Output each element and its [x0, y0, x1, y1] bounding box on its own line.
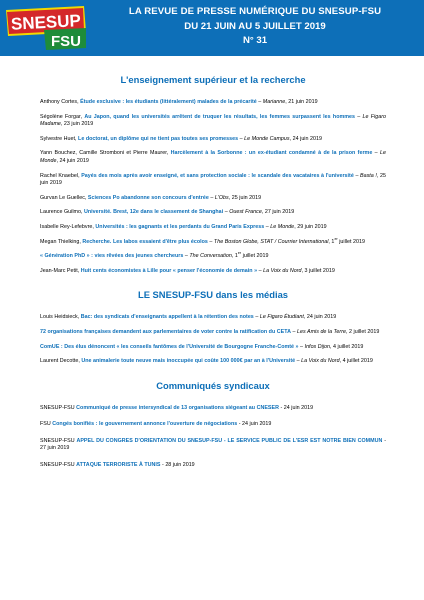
article-link[interactable]: Recherche. Les labos essaient d'être plus écolos — [82, 238, 208, 245]
article-author: Megan Thielking, — [40, 238, 83, 245]
article-author: Louis Heidsieck, — [40, 314, 81, 321]
article-date: , 21 juin 2019 — [285, 99, 318, 105]
article-separator: – — [223, 209, 230, 216]
article-date-end: juillet 2019 — [337, 238, 365, 245]
article-source: L'Obs — [214, 194, 229, 201]
communique-entry — [40, 462, 386, 470]
article-link[interactable]: Au Japon, quand les universités arrêtent de truquer les résultats, les femmes surpassent les hommes — [84, 113, 356, 120]
article-date: , 25 juin 2019 — [40, 172, 386, 187]
article-author: Jean-Marc Petit, — [40, 267, 81, 274]
header-dates: DU 21 JUIN AU 5 JUILLET 2019 — [184, 21, 326, 32]
header-text — [88, 6, 422, 47]
content — [40, 74, 386, 479]
article-date: , 23 juin 2019 — [60, 121, 94, 128]
communique-link[interactable]: APPEL DU CONGRES D'ORIENTATION DU SNESUP-FSU - LE SERVICE PUBLIC DE L'ESR EST NOTRE BIEN COMMUN — [76, 437, 383, 444]
article-link[interactable]: Étude exclusive : les étudiants (littéralement) malades de la précarité — [80, 99, 257, 105]
article-entry — [40, 173, 386, 188]
article-separator: – — [257, 267, 264, 274]
article-link[interactable]: Université. Brest, 12e dans le classement de Shanghai — [84, 209, 224, 216]
article-separator: – — [290, 328, 297, 335]
article-source: Marianne — [262, 99, 286, 105]
article-link[interactable]: Huit cents économistes à Lille pour « penser l'économie de demain » — [80, 267, 258, 274]
communique-author: SNESUP-FSU — [40, 404, 77, 411]
article-separator: – — [208, 194, 215, 201]
article-entry — [40, 268, 386, 276]
header-banner — [0, 0, 424, 56]
article-date: , 24 juin 2019 — [303, 314, 337, 321]
article-link[interactable]: Harcèlement à la Sorbonne : un ex-étudiant condamné à de la prison ferme — [170, 150, 373, 157]
article-entry — [40, 314, 386, 322]
article-separator: – — [238, 135, 245, 142]
article-source: The Boston Globe, STAT / Courrier International — [213, 238, 329, 245]
article-link[interactable]: Payés des mois après avoir enseigné, et sans protection sociale : le scandale des vacataires à l'université — [81, 172, 354, 179]
communique-link[interactable]: Congés bonifiés : le gouvernement annonce l'ouverture de négociations — [52, 421, 238, 428]
communique-date: 24 juin 2019 — [283, 404, 314, 411]
communique-separator: - — [237, 421, 243, 428]
article-separator: – — [253, 314, 260, 321]
article-source: Les Amis de la Terre — [297, 328, 347, 335]
section-medias — [40, 289, 386, 365]
article-entry — [40, 114, 386, 129]
article-separator: – — [295, 358, 302, 365]
article-link[interactable]: Une animalerie toute neuve mais inoccupée qui coûte 100 000€ par an à l'Université — [81, 358, 296, 365]
communique-separator: - — [278, 404, 284, 411]
article-date: , 1 — [328, 238, 335, 245]
article-entry — [40, 358, 386, 366]
communique-date: 24 juin 2019 — [242, 421, 272, 428]
article-entry — [40, 329, 386, 337]
article-separator: – — [298, 343, 305, 350]
article-entry — [40, 344, 386, 352]
article-link[interactable]: ComUE : Des élus dénoncent « les conseils fantômes de l'Université de Bourgogne Franche-Comté » — [40, 343, 299, 350]
article-date: , 4 juillet 2019 — [330, 343, 364, 350]
communique-entry — [40, 405, 386, 413]
communique-author: SNESUP-FSU — [40, 437, 77, 444]
communique-entry — [40, 438, 386, 453]
article-link[interactable]: Le doctorat, un diplôme qui ne tient pas toutes ses promesses — [78, 135, 239, 142]
article-entry — [40, 150, 386, 165]
section-enseignement — [40, 74, 386, 275]
section-title: L'enseignement supérieur et la recherche — [120, 74, 306, 85]
article-separator: – — [207, 238, 214, 245]
article-author: Rachel Knaebel, — [40, 172, 82, 179]
article-source: Infos Dijon — [304, 343, 331, 350]
article-link[interactable]: « Génération PhD » : vies rêvées des jeunes chercheurs — [40, 253, 184, 260]
article-entry — [40, 99, 386, 107]
article-date: , 29 juin 2019 — [294, 223, 327, 230]
article-link[interactable]: Sciences Po abandonne son concours d'entrée — [87, 194, 209, 201]
article-date-sup: er — [334, 236, 338, 241]
article-date-sup: er — [237, 251, 242, 256]
article-author: Laurence Guilmo, — [40, 209, 85, 216]
section-title: LE SNESUP-FSU dans les médias — [137, 289, 289, 301]
article-date-end: juillet 2019 — [241, 253, 269, 260]
article-link[interactable]: Universités : les gagnants et les perdants du Grand Paris Express — [95, 223, 265, 230]
article-entry — [40, 209, 386, 217]
article-author: Yann Bouchez, Camille Stromboni et Pierre Maurer, — [40, 150, 171, 157]
article-separator: – — [355, 113, 363, 120]
logo-text-bottom: FSU — [51, 33, 81, 50]
communique-separator: - — [160, 462, 166, 469]
article-date: , 2 juillet 2019 — [346, 328, 380, 335]
communique-author: SNESUP-FSU — [40, 462, 77, 469]
communique-link[interactable]: Communiqué de presse intersyndical de 13 organisations siégeant au CNESER — [76, 404, 279, 411]
header-issue-number: N° 31 — [242, 35, 268, 46]
article-author: Sylvestre Huet, — [40, 135, 79, 142]
article-date: , 4 juillet 2019 — [339, 358, 373, 365]
article-separator: – — [264, 223, 271, 230]
article-author: Gurvan Le Guellec, — [40, 194, 88, 201]
article-link[interactable]: 72 organisations françaises demandent aux parlementaires de voter contre la ratification du CETA — [40, 328, 291, 335]
article-date: , 24 juin 2019 — [289, 135, 322, 142]
article-separator: – — [353, 172, 361, 179]
article-separator: – — [183, 253, 190, 260]
header-title: LA REVUE DE PRESSE NUMÉRIQUE DU SNESUP-FSU — [128, 6, 382, 17]
communique-link[interactable]: ATTAQUE TERRORISTE À TUNIS — [76, 462, 161, 469]
logo-text-top: SNESUP — [10, 11, 82, 34]
article-author: Anthony Cortes, — [40, 99, 81, 105]
article-date: , 25 juin 2019 — [228, 194, 262, 201]
article-entry — [40, 136, 386, 144]
section-communiques — [40, 380, 386, 470]
article-author: Isabelle Rey-Lefebvre, — [40, 223, 96, 230]
article-entry — [40, 253, 386, 261]
article-date: , 1 — [231, 253, 238, 260]
article-source: Le Monde Campus — [244, 135, 290, 142]
communique-entry — [40, 421, 386, 429]
communique-date: 27 juin 2019 — [40, 445, 70, 452]
article-source: Le Figaro Étudiant — [259, 314, 304, 321]
article-source: La Voix du Nord — [263, 267, 302, 274]
article-date: , 27 juin 2019 — [261, 209, 295, 216]
article-source: Basta ! — [360, 172, 377, 179]
article-separator: – — [256, 99, 263, 105]
communique-author: FSU — [40, 421, 53, 428]
communique-date: 28 juin 2019 — [165, 462, 195, 469]
article-date: , 24 juin 2019 — [56, 157, 89, 164]
article-separator: – — [372, 150, 380, 157]
article-source: La Voix du Nord — [301, 358, 340, 365]
communique-separator: - — [382, 437, 386, 444]
article-source: The Conversation — [189, 253, 232, 260]
article-date: , 3 juillet 2019 — [301, 267, 335, 274]
section-title: Communiqués syndicaux — [156, 379, 270, 391]
article-source: Le Monde — [270, 223, 295, 230]
article-entry — [40, 195, 386, 203]
article-source: Le Figaro Madame — [40, 113, 386, 128]
article-source: Ouest France — [229, 209, 262, 216]
snesup-fsu-logo — [4, 4, 88, 52]
article-author: Ségolène Forgar, — [40, 113, 85, 120]
article-source: Le Monde — [40, 150, 386, 164]
article-author: Laurent Decotte, — [40, 358, 82, 365]
article-entry — [40, 236, 386, 247]
article-entry — [40, 224, 386, 232]
article-link[interactable]: Bac: des syndicats d'enseignants appellent à la rétention des notes — [80, 314, 254, 321]
